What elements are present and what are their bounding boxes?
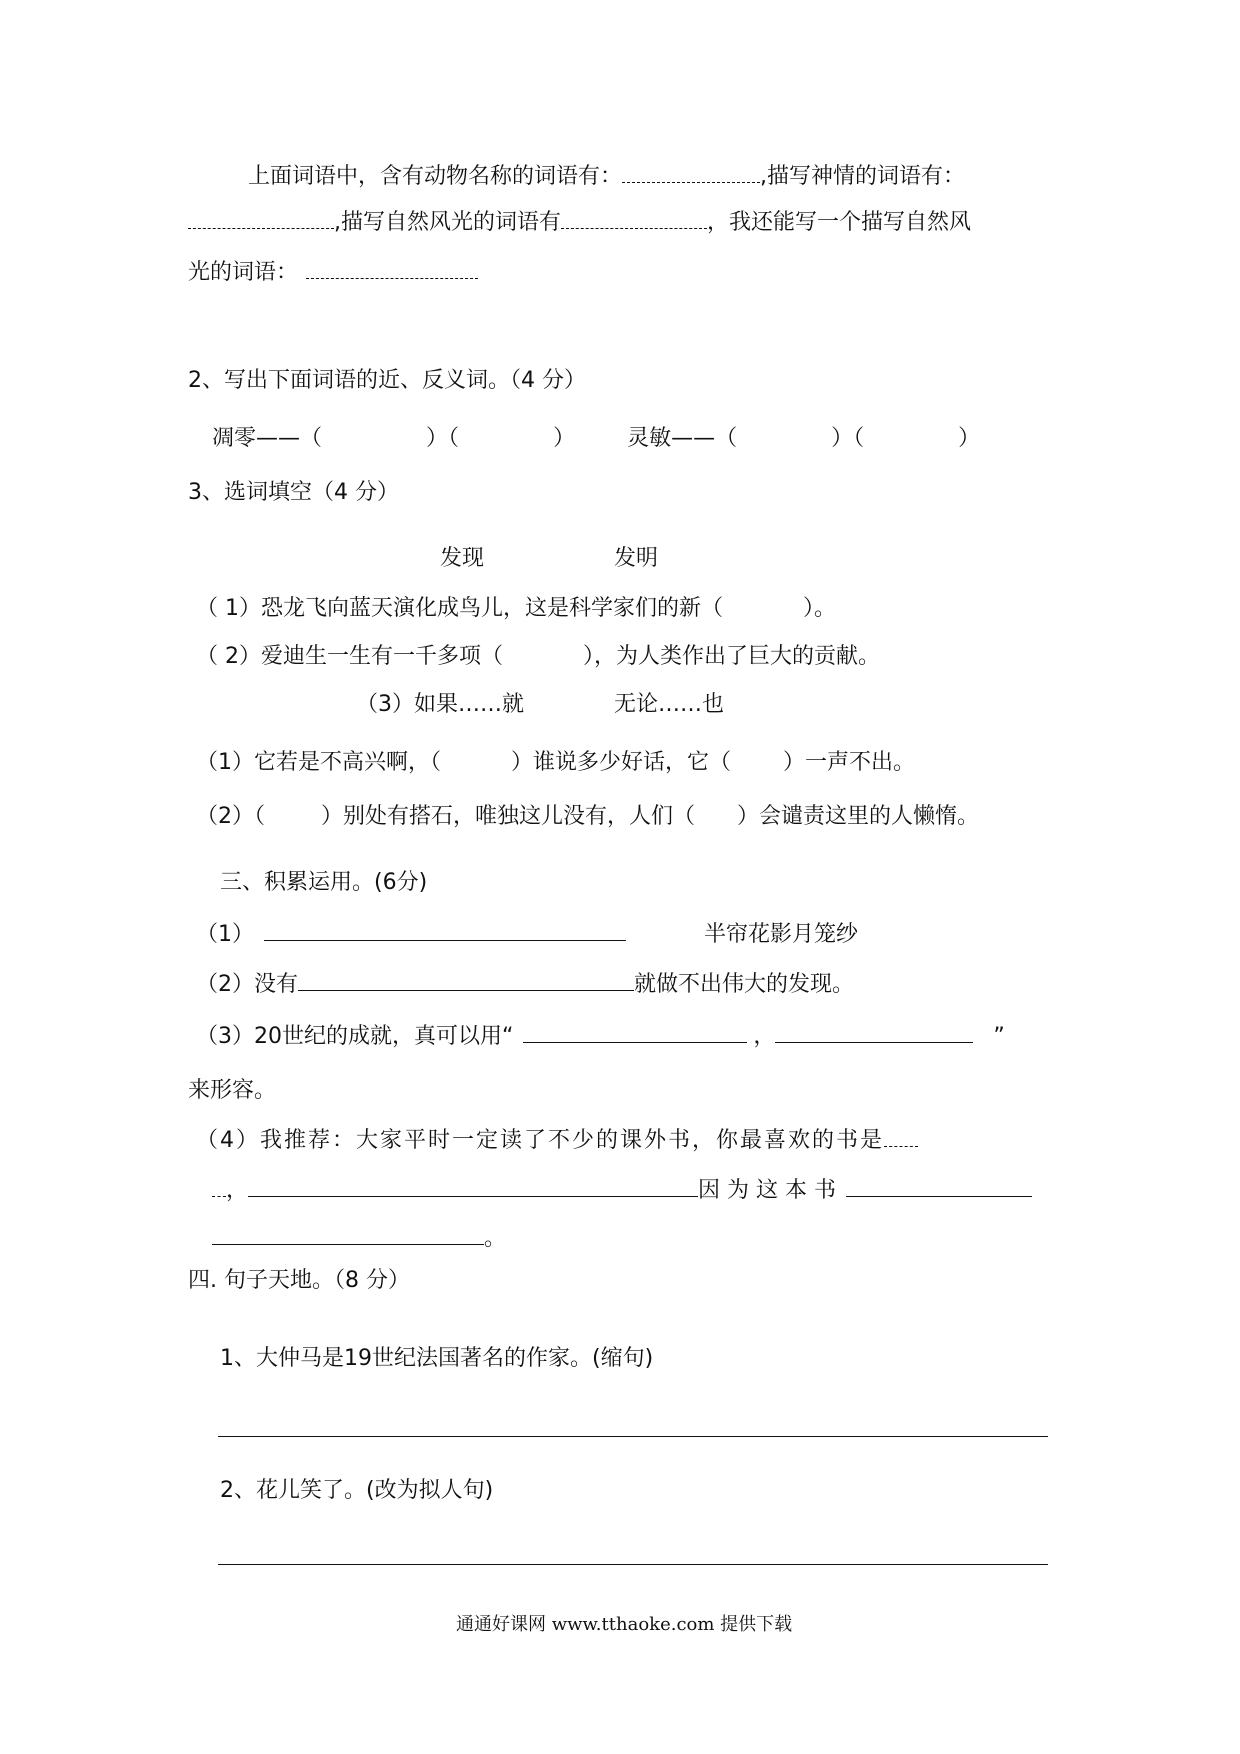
answer-line[interactable]: [248, 1174, 698, 1197]
answer-line-q2[interactable]: [218, 1564, 1048, 1565]
q2-row: [212, 424, 980, 454]
footer-credit: 通通好课网 www.tthaoke.com 提供下载: [456, 1614, 793, 1635]
answer-blank-book-cont[interactable]: [212, 1174, 226, 1197]
q3-sentence-3: [196, 748, 915, 778]
q3-pair-2: 无论……也: [614, 692, 725, 717]
answer-line[interactable]: [298, 968, 634, 991]
sentence-text: ），为人类作出了巨大的贡献。: [583, 644, 881, 669]
answer-line[interactable]: [264, 918, 626, 941]
section4-title: 四. 句子天地。（8 分）: [188, 1268, 410, 1293]
answer-blank-animals[interactable]: [622, 160, 760, 183]
answer-blank-book[interactable]: [884, 1124, 918, 1147]
sentence-text: ）别处有搭石，唯独这儿没有，人们（: [321, 804, 696, 829]
q3-sentence-4: [196, 802, 979, 832]
answer-line[interactable]: [523, 1020, 747, 1043]
q3-choice-faming: 发明: [614, 546, 659, 571]
section3-item-4: [196, 1124, 918, 1156]
poem-line: 半帘花影月笼纱: [704, 922, 859, 947]
sentence-text: ）会谴责这里的人懒惰。: [737, 804, 980, 829]
section4-question-1: 1、大仲马是19世纪法国著名的作家。(缩句): [220, 1346, 654, 1371]
item-label: （3）20世纪的成就，真可以用“: [196, 1024, 514, 1049]
answer-line-q1[interactable]: [218, 1436, 1048, 1437]
paren: （: [715, 426, 738, 451]
q3-pair-1: （3）如果……就: [356, 692, 524, 717]
item-text: 因 为 这 本 书: [698, 1178, 836, 1203]
section3-item-2: [196, 968, 854, 1000]
punct: ，: [753, 1024, 776, 1049]
intro-text: ,描写自然风光的词语有: [334, 210, 561, 235]
sentence-text: （ 1）恐龙飞向蓝天演化成鸟儿，这是科学家们的新（: [196, 596, 723, 621]
item-text: （4）我推荐：大家平时一定读了不少的课外书，你最喜欢的书是: [196, 1128, 884, 1153]
answer-line[interactable]: [775, 1020, 973, 1043]
paren: ）: [831, 426, 854, 451]
q3-title: 3、选词填空（4 分）: [188, 480, 399, 505]
answer-line[interactable]: [212, 1222, 484, 1245]
q2-title: 2、写出下面词语的近、反义词。（4 分）: [188, 368, 586, 393]
section3-item-4-line2: [212, 1174, 1032, 1206]
answer-line[interactable]: [846, 1174, 1032, 1197]
punct: 。: [484, 1226, 507, 1251]
section3-item-4-line3: [212, 1222, 506, 1254]
q3-choice-faxian: 发现: [440, 546, 485, 571]
word-lingmin: 灵敏——: [627, 426, 716, 451]
paren: ）: [958, 426, 981, 451]
answer-blank-scenery[interactable]: [561, 206, 707, 229]
intro-text: ，我还能写一个描写自然风: [707, 210, 972, 235]
sentence-text: （1）它若是不高兴啊，（: [196, 750, 441, 775]
answer-blank-own-scenery[interactable]: [306, 256, 478, 279]
paren: （: [853, 426, 865, 451]
sentence-text: （2）（: [196, 804, 265, 829]
intro-line-3: [188, 256, 478, 288]
section3-title: 三、积累运用。(6分): [220, 870, 428, 895]
intro-text: ,描写神情的词语有：: [760, 164, 966, 189]
intro-text: 上面词语中，含有动物名称的词语有：: [248, 164, 623, 189]
punct: ，: [226, 1178, 249, 1203]
word-diaoling: 凋零——: [212, 426, 301, 451]
q3-sentence-1: [196, 594, 836, 624]
sentence-text: ）。: [803, 596, 837, 621]
answer-blank-expression[interactable]: [188, 206, 334, 229]
sentence-text: ）谁说多少好话，它（: [511, 750, 732, 775]
section4-question-2: 2、花儿笑了。(改为拟人句): [220, 1478, 494, 1503]
intro-line-1: [248, 160, 965, 192]
intro-text: 光的词语：: [188, 260, 299, 285]
intro-line-2: [188, 206, 971, 238]
item-text: 就做不出伟大的发现。: [634, 972, 855, 997]
paren: （: [300, 426, 323, 451]
section3-item-1: [196, 918, 858, 950]
item-label: （1）: [196, 922, 254, 947]
sentence-text: ）一声不出。: [783, 750, 916, 775]
section3-item-3: [196, 1020, 1005, 1052]
paren: ）: [426, 426, 449, 451]
item-label: （2）没有: [196, 972, 298, 997]
q3-sentence-2: [196, 642, 880, 672]
punct: ”: [993, 1024, 1005, 1049]
paren: （: [448, 426, 460, 451]
paren: ）: [553, 426, 576, 451]
section3-item-3-cont: 来形容。: [188, 1078, 277, 1103]
sentence-text: （ 2）爱迪生一生有一千多项（: [196, 644, 503, 669]
